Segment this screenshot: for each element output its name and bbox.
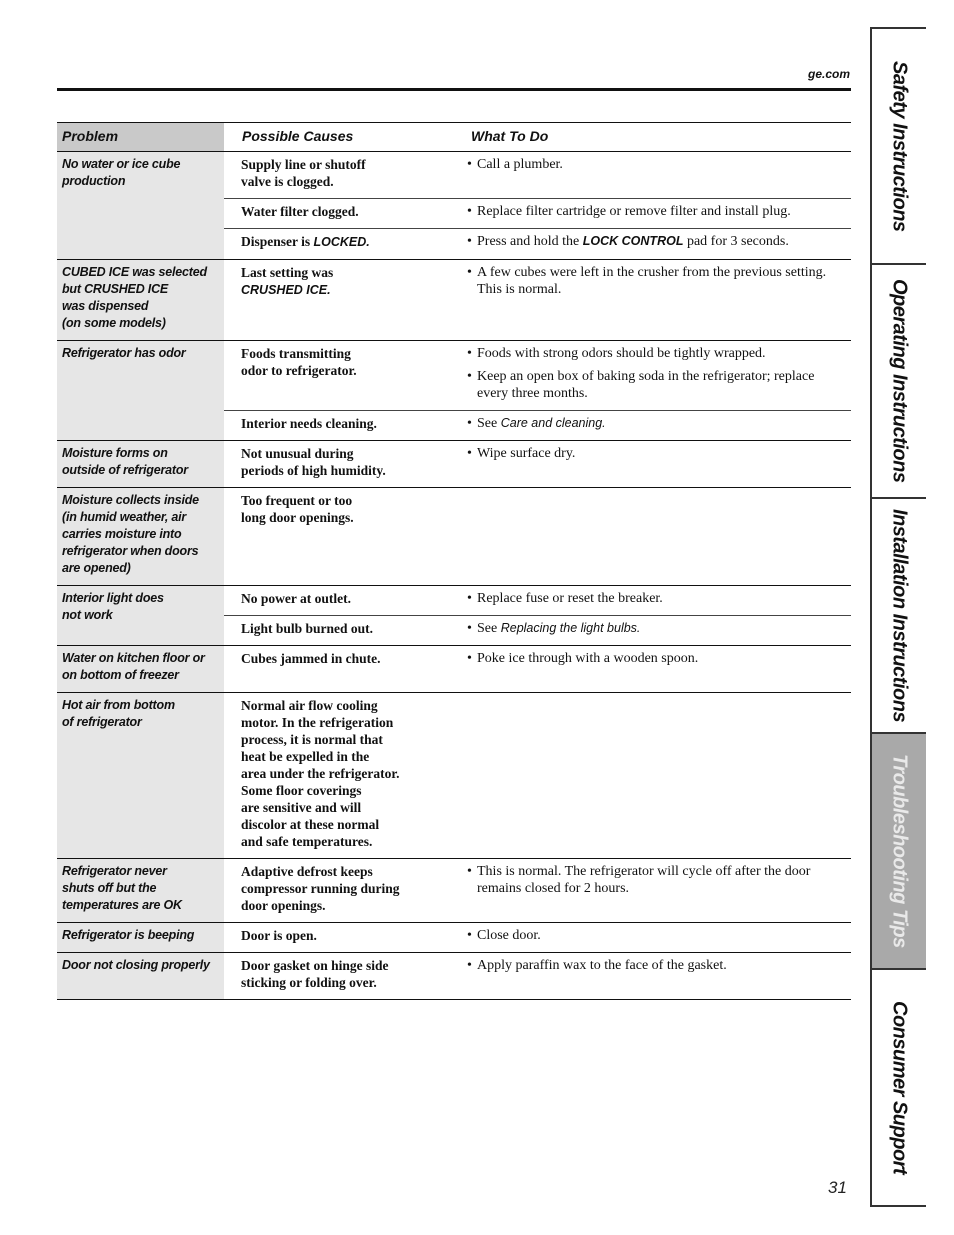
todo-cell [453, 488, 851, 534]
todo-cell [453, 199, 851, 228]
todo-text: Call a plumber. [477, 157, 563, 172]
cause-cell: Door is open. [241, 928, 317, 943]
cause-text: Dispenser is [241, 234, 314, 249]
cause-row [224, 260, 851, 307]
bullet-icon: • [467, 346, 472, 361]
todo-item [467, 445, 845, 462]
table-row [57, 923, 851, 953]
cause-list [224, 341, 851, 440]
problem-cell: Moisture collects inside (in humid weather, air carries moisture into refrigerator when doors are opened) [57, 488, 224, 585]
todo-text: Apply paraffin wax to the face of the gasket. [477, 958, 727, 973]
todo-text-before: See [477, 621, 501, 636]
tab-label: Troubleshooting Tips [888, 754, 911, 948]
header-problem-cell [57, 123, 224, 151]
problem-cell: Refrigerator is beeping [57, 923, 224, 952]
todo-item [467, 345, 845, 362]
cause-text: Last setting was [241, 265, 334, 280]
todo-text: Replace fuse or reset the breaker. [477, 591, 663, 606]
tab-safety-instructions[interactable] [872, 29, 926, 265]
site-url[interactable]: ge.com [807, 67, 850, 81]
cause-cell [224, 260, 453, 307]
tab-label: Installation Instructions [888, 508, 911, 723]
bullet-icon: • [467, 446, 472, 461]
cause-row [224, 616, 851, 645]
todo-item [467, 650, 845, 667]
cause-cell: Too frequent or too long door openings. [241, 493, 354, 525]
cause-row [224, 923, 851, 952]
todo-item [467, 264, 845, 298]
table-row [57, 693, 851, 859]
todo-cell [453, 693, 851, 858]
cause-row [224, 152, 851, 199]
problem-cell: No water or ice cube production [57, 152, 224, 259]
cause-list [224, 152, 851, 259]
cause-list [224, 923, 851, 952]
cause-cell: Door gasket on hinge side sticking or folding over. [241, 958, 389, 990]
bullet-icon: • [467, 864, 472, 879]
bullet-icon: • [467, 265, 472, 280]
todo-emphasis: LOCK CONTROL [582, 234, 684, 248]
todo-reference: Care and cleaning. [500, 416, 606, 430]
problem-cell: Moisture forms on outside of refrigerator [57, 441, 224, 487]
bullet-icon: • [467, 621, 472, 636]
problem-cell: Water on kitchen floor or on bottom of freezer [57, 646, 224, 692]
table-row [57, 260, 851, 341]
cause-list [224, 859, 851, 922]
header-problem: Problem [62, 128, 119, 144]
todo-cell [453, 586, 851, 615]
todo-text: This is normal. The refrigerator will cycle off after the door remains closed for 2 hours. [477, 864, 811, 896]
cause-row [224, 488, 851, 534]
todo-text [477, 415, 845, 432]
cause-row [224, 586, 851, 616]
cause-list [224, 953, 851, 999]
cause-list [224, 260, 851, 340]
cause-list [224, 646, 851, 692]
table-row [57, 341, 851, 441]
cause-cell: Normal air flow cooling motor. In the refrigeration process, it is normal that heat be expelled in the area under the refrigerator. Some floor coverings are sensitive and will discolor at these normal and safe temperatures. [241, 698, 400, 849]
problem-cell: Door not closing properly [57, 953, 224, 999]
todo-item [467, 156, 845, 173]
header-causes-cell [224, 123, 453, 151]
todo-text: Replace filter cartridge or remove filter and install plug. [477, 204, 791, 219]
cause-row [224, 229, 851, 259]
table-row [57, 646, 851, 693]
bullet-icon: • [467, 416, 472, 431]
todo-cell [453, 953, 851, 999]
todo-item [467, 863, 845, 897]
cause-row [224, 859, 851, 922]
cause-row [224, 411, 851, 440]
cause-cell: No power at outlet. [241, 591, 351, 606]
table-row [57, 586, 851, 646]
todo-cell [453, 341, 851, 410]
todo-item [467, 620, 845, 637]
table-header [57, 122, 851, 152]
todo-cell [453, 441, 851, 487]
cause-cell: Water filter clogged. [241, 204, 359, 219]
todo-text: Wipe surface dry. [477, 446, 576, 461]
todo-text: Keep an open box of baking soda in the refrigerator; replace every three months. [477, 369, 815, 401]
todo-text-before: See [477, 416, 501, 431]
todo-item [467, 203, 845, 220]
todo-cell [453, 229, 851, 259]
todo-cell [453, 411, 851, 440]
table-row [57, 953, 851, 1000]
header-causes: Possible Causes [242, 128, 354, 144]
todo-item [467, 415, 845, 432]
todo-text-before: Press and hold the [477, 234, 583, 249]
table-row [57, 152, 851, 260]
todo-text: A few cubes were left in the crusher from the previous setting. This is normal. [477, 265, 827, 297]
cause-cell: Light bulb burned out. [241, 621, 374, 636]
todo-cell [453, 859, 851, 922]
todo-text [477, 233, 845, 250]
page-number: 31 [828, 1178, 847, 1197]
tab-label: Consumer Support [888, 1000, 911, 1175]
todo-reference: Replacing the light bulbs. [500, 621, 641, 635]
todo-cell [453, 646, 851, 675]
table-row [57, 441, 851, 488]
tab-consumer-support[interactable] [872, 970, 926, 1205]
todo-cell [453, 260, 851, 307]
cause-row [224, 441, 851, 487]
tab-operating-instructions[interactable] [872, 265, 926, 499]
cause-list [224, 488, 851, 585]
bullet-icon: • [467, 157, 472, 172]
table-body [57, 152, 851, 1000]
cause-emphasis: LOCKED. [313, 235, 370, 249]
bullet-icon: • [467, 928, 472, 943]
tab-label: Operating Instructions [888, 279, 911, 483]
cause-cell: Cubes jammed in chute. [241, 651, 381, 666]
cause-cell: Supply line or shutoff valve is clogged. [241, 157, 366, 189]
cause-list [224, 586, 851, 645]
bullet-icon: • [467, 591, 472, 606]
bullet-icon: • [467, 204, 472, 219]
cause-row [224, 953, 851, 999]
todo-cell [453, 152, 851, 198]
problem-cell: Interior light does not work [57, 586, 224, 645]
bullet-icon: • [467, 651, 472, 666]
todo-item [467, 233, 845, 250]
todo-text: Poke ice through with a wooden spoon. [477, 651, 699, 666]
cause-cell [224, 229, 453, 259]
problem-cell: Refrigerator never shuts off but the temperatures are OK [57, 859, 224, 922]
troubleshooting-table [57, 122, 851, 1000]
cause-cell: Not unusual during periods of high humidity. [241, 446, 386, 478]
bullet-icon: • [467, 369, 472, 384]
todo-text: Close door. [477, 928, 541, 943]
cause-cell: Foods transmitting odor to refrigerator. [241, 346, 357, 378]
cause-cell: Interior needs cleaning. [241, 416, 377, 431]
cause-row [224, 646, 851, 675]
todo-item [467, 368, 845, 402]
side-tabs [870, 27, 926, 1207]
todo-item [467, 957, 845, 974]
tab-installation-instructions[interactable] [872, 499, 926, 734]
tab-label: Safety Instructions [888, 60, 911, 232]
bullet-icon: • [467, 958, 472, 973]
cause-cell: Adaptive defrost keeps compressor running during door openings. [241, 864, 400, 913]
table-row [57, 859, 851, 923]
bullet-icon: • [467, 234, 472, 249]
todo-text [477, 620, 845, 637]
top-rule [57, 88, 851, 91]
header-todo-cell [453, 123, 851, 151]
problem-cell: Hot air from bottom of refrigerator [57, 693, 224, 858]
todo-text-after: pad for 3 seconds. [683, 234, 789, 249]
cause-list [224, 441, 851, 487]
cause-emphasis: CRUSHED ICE. [241, 283, 331, 297]
cause-list [224, 693, 851, 858]
header-todo: What To Do [471, 128, 549, 144]
problem-cell: CUBED ICE was selected but CRUSHED ICE was dispensed (on some models) [57, 260, 224, 340]
todo-item [467, 927, 845, 944]
todo-text: Foods with strong odors should be tightly wrapped. [477, 346, 766, 361]
cause-row [224, 693, 851, 858]
todo-cell [453, 923, 851, 952]
todo-item [467, 590, 845, 607]
problem-cell: Refrigerator has odor [57, 341, 224, 440]
todo-cell [453, 616, 851, 645]
tab-troubleshooting-tips[interactable] [872, 734, 926, 970]
table-row [57, 488, 851, 586]
cause-row [224, 199, 851, 229]
cause-row [224, 341, 851, 411]
